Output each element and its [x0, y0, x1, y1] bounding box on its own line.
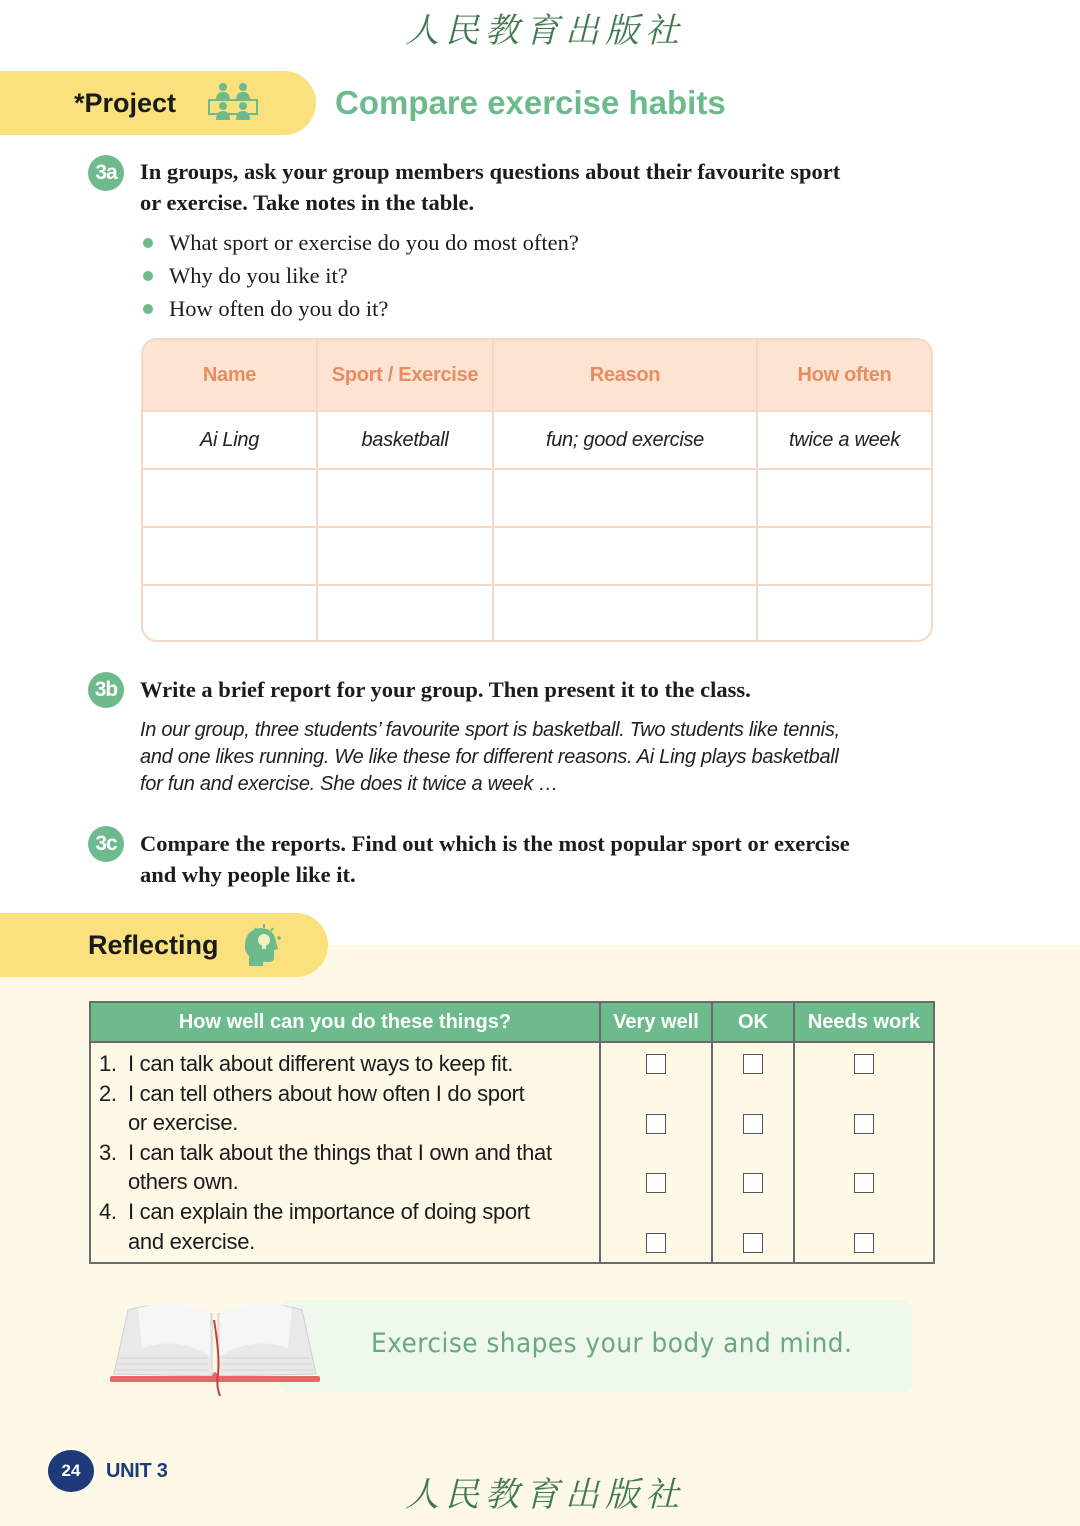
table-cell-blank[interactable]: [143, 586, 318, 642]
instruction-3a-line2: or exercise. Take notes in the table.: [140, 190, 475, 215]
project-title: Compare exercise habits: [335, 84, 726, 121]
instruction-3b: Write a brief report for your group. Then present it to the class.: [140, 677, 751, 702]
table-cell-blank[interactable]: [758, 586, 931, 642]
checkbox-needs-work-3[interactable]: [854, 1173, 874, 1193]
table-cell-blank[interactable]: [143, 470, 318, 526]
table-row: [143, 468, 931, 526]
project-tab-label: *Project: [74, 87, 177, 118]
table-cell: basketball: [318, 412, 494, 468]
header-how-often: How often: [797, 363, 892, 386]
checkbox-ok-3[interactable]: [743, 1173, 763, 1193]
self-assessment-table: [89, 1001, 935, 1264]
list-item: What sport or exercise do you do most often?: [143, 226, 579, 259]
checkbox-very-well-4[interactable]: [646, 1233, 666, 1253]
checkbox-very-well-3[interactable]: [646, 1173, 666, 1193]
list-item: Why do you like it?: [143, 259, 579, 292]
badge-3c: 3c: [88, 826, 124, 862]
question-list: [143, 226, 579, 325]
very-well-column: [601, 1043, 713, 1262]
table-row: [143, 584, 931, 642]
table-cell: fun; good exercise: [494, 412, 758, 468]
table-cell-blank[interactable]: [318, 586, 494, 642]
publisher-logo-top: 人民教育出版社: [405, 11, 685, 51]
bullet-dot-icon: [143, 304, 153, 314]
header-name: Name: [143, 340, 318, 410]
instruction-3c: Compare the reports. Find out which is the most popular sport or exercise and why people like it.: [140, 831, 850, 887]
table-header-row: [143, 340, 931, 410]
checkbox-needs-work-4[interactable]: [854, 1233, 874, 1253]
badge-3b: 3b: [88, 672, 124, 708]
unit-label: UNIT 3: [106, 1460, 168, 1482]
table-cell-blank[interactable]: [494, 470, 758, 526]
list-item: 1. I can talk about different ways to keep fit.: [99, 1051, 514, 1076]
header-ok: OK: [713, 1003, 795, 1041]
open-book-icon: [108, 1296, 322, 1401]
table-cell-blank[interactable]: [318, 470, 494, 526]
checkbox-needs-work-1[interactable]: [854, 1054, 874, 1074]
list-item: 3. I can talk about the things that I own and that others own.: [99, 1139, 552, 1195]
bullet-dot-icon: [143, 238, 153, 248]
publisher-logo-bottom: 人民教育出版社: [405, 1475, 685, 1515]
checkbox-ok-2[interactable]: [743, 1114, 763, 1134]
list-item: How often do you do it?: [143, 292, 579, 325]
checkbox-very-well-2[interactable]: [646, 1114, 666, 1134]
table-cell: Ai Ling: [143, 412, 318, 468]
needs-work-column: [795, 1043, 933, 1262]
can-do-list: [91, 1043, 601, 1262]
table-cell-blank[interactable]: [758, 470, 931, 526]
list-item: 4. I can explain the importance of doing sport and exercise.: [99, 1198, 530, 1254]
header-reason: Reason: [494, 340, 758, 410]
checkbox-ok-4[interactable]: [743, 1233, 763, 1253]
model-report: In our group, three students’ favourite sport is basketball. Two students like tennis, and one likes running. We like these for different reasons. Ai Ling plays basketball for fun and exercise. She does it twice a week …: [140, 719, 840, 795]
table-cell-blank[interactable]: [318, 528, 494, 584]
notes-table: [141, 338, 933, 642]
badge-3a: 3a: [88, 155, 124, 191]
reflecting-tab-label: Reflecting: [88, 929, 219, 960]
instruction-3a: [140, 156, 840, 218]
page-number: 24: [48, 1450, 94, 1492]
thinking-head-lightbulb-icon: [243, 922, 283, 968]
table-cell-blank[interactable]: [143, 528, 318, 584]
table-row: [143, 410, 931, 468]
group-meeting-icon: [206, 82, 260, 124]
ok-column: [713, 1043, 795, 1262]
checkbox-ok-1[interactable]: [743, 1054, 763, 1074]
checkbox-needs-work-2[interactable]: [854, 1114, 874, 1134]
bullet-dot-icon: [143, 271, 153, 281]
table-row: [143, 526, 931, 584]
instruction-3a-line1: In groups, ask your group members questions about their favourite sport: [140, 159, 841, 184]
table-body: [91, 1043, 933, 1262]
header-needs-work: Needs work: [807, 1010, 921, 1033]
checkbox-very-well-1[interactable]: [646, 1054, 666, 1074]
motto-text: Exercise shapes your body and mind.: [371, 1328, 853, 1359]
header-very-well: Very well: [601, 1003, 713, 1041]
reflecting-tab: [0, 913, 328, 977]
header-question: How well can you do these things?: [91, 1003, 601, 1041]
table-cell-blank[interactable]: [494, 586, 758, 642]
project-tab: [0, 71, 316, 135]
table-cell-blank[interactable]: [758, 528, 931, 584]
header-sport: Sport / Exercise: [318, 340, 494, 410]
table-header-row: [91, 1003, 933, 1043]
table-cell-blank[interactable]: [494, 528, 758, 584]
table-cell: twice a week: [789, 428, 900, 451]
list-item: 2. I can tell others about how often I do sport or exercise.: [99, 1080, 525, 1136]
